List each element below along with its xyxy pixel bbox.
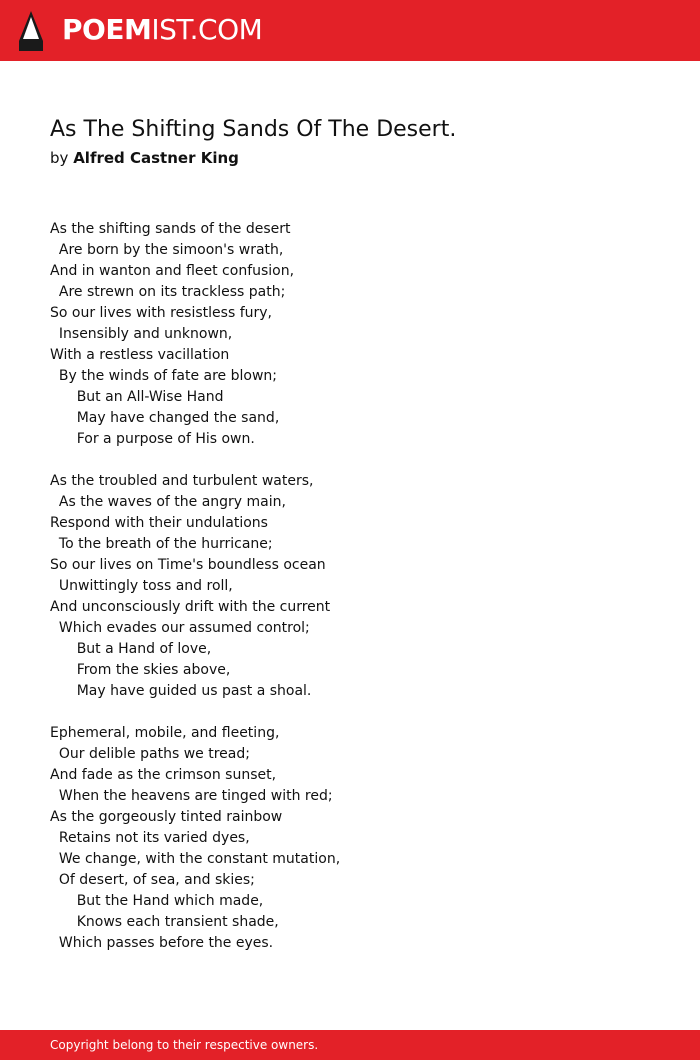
poem-line: May have guided us past a shoal. [50,683,312,699]
poem-line: With a restless vacillation [50,347,230,363]
poem-line: So our lives on Time's boundless ocean [50,557,326,573]
poem-line: But an All-Wise Hand [50,389,224,405]
poem-line: And in wanton and fleet confusion, [50,263,295,279]
site-header [0,0,700,61]
poem-line: Unwittingly toss and roll, [50,578,233,594]
poem-line: But a Hand of love, [50,641,212,657]
poem-line: And fade as the crimson sunset, [50,767,277,783]
logo-light-text: IST.COM [151,13,263,46]
logo-bold-text: POEM [62,13,152,46]
poem-line: Of desert, of sea, and skies; [50,872,255,888]
poem-line: Are born by the simoon's wrath, [50,242,284,258]
poem-line: From the skies above, [50,662,231,678]
poem-line: To the breath of the hurricane; [50,536,273,552]
poem-line: Our delible paths we tread; [50,746,250,762]
by-label: by [50,149,69,167]
site-logo[interactable] [62,12,262,48]
poem-line: Ephemeral, mobile, and fleeting, [50,725,280,741]
poem-line: As the waves of the angry main, [50,494,286,510]
poem-line: When the heavens are tinged with red; [50,788,333,804]
poem-line: Respond with their undulations [50,515,268,531]
poem-stanza [50,219,340,450]
poem-line: As the shifting sands of the desert [50,221,291,237]
poem-line: We change, with the constant mutation, [50,851,341,867]
copyright-text: Copyright belong to their respective owners. [50,1038,319,1052]
byline [50,149,239,167]
poem-line: Are strewn on its trackless path; [50,284,286,300]
poem-line: Which passes before the eyes. [50,935,274,951]
poem-title: As The Shifting Sands Of The Desert. [50,117,457,142]
poem-line: May have changed the sand, [50,410,280,426]
author-name: Alfred Castner King [73,149,239,167]
poem-line: For a purpose of His own. [50,431,255,447]
poem-body [50,219,340,975]
poem-line: Knows each transient shade, [50,914,279,930]
poem-line: Retains not its varied dyes, [50,830,250,846]
poem-line: So our lives with resistless fury, [50,305,272,321]
poem-stanza [50,723,340,954]
pencil-tip-icon[interactable] [18,10,44,52]
poem-line: Which evades our assumed control; [50,620,310,636]
poem-line: As the gorgeously tinted rainbow [50,809,283,825]
poem-line: As the troubled and turbulent waters, [50,473,314,489]
poem-line: Insensibly and unknown, [50,326,233,342]
poem-line: But the Hand which made, [50,893,264,909]
poem-stanza [50,471,340,702]
poem-line: By the winds of fate are blown; [50,368,277,384]
site-footer [0,1030,700,1060]
poem-line: And unconsciously drift with the current [50,599,331,615]
